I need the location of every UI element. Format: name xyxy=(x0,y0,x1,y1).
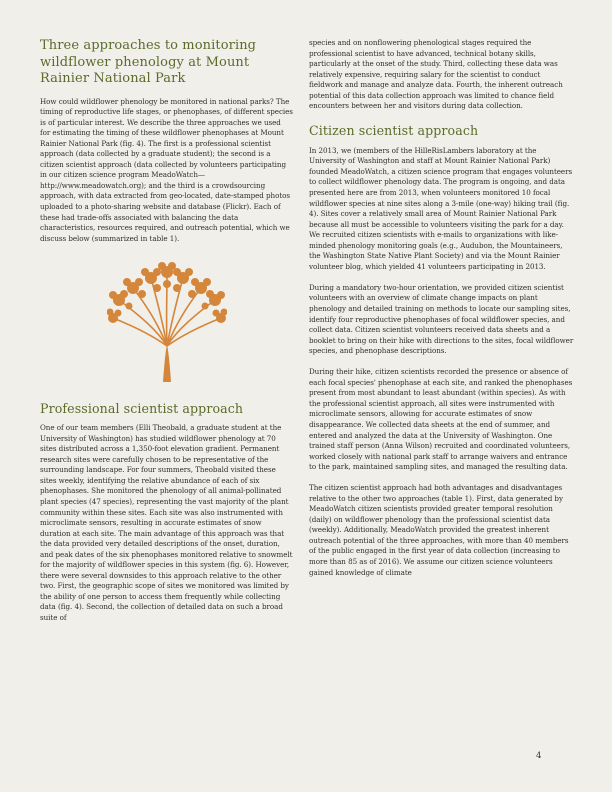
professional-approach-continuation: species and on nonflowering phenological stages required the professional scientist to have advanced, technical botany skills, particularly at the onset of the study. Third, collecting these data was relatively expensive, requiring salary for the scientist to conduct fieldwork and manage and analyze data. Fourth, the inherent outreach potential of this data collection approach was limited to chance field encounters between her and visitors during data collection. xyxy=(309,38,563,111)
citizen-paragraph-1: In 2013, we (members of the HilleRisLambers laboratory at the University of Washington and staff at Mount Rainier National Park) founded MeadoWatch, a citizen science program that engages volunteers to collect wildflower phenology data. The program is ongoing, and data presented here are from 2013, when volunteers monitored 10 focal wildflower species at nine sites along a 3-mile (one-way) hiking trail (fig. 4). Sites cover a relatively small area of Mount Rainier National Park because all must be accessible to volunteers visiting the park for a day. We recruited citizen scientists with e-mails to organizations with like-minded phenology monitoring goals (e.g., Audubon, the Mountaineers, the Washington State Native Plant Society) and via the Mount Rainier volunteer blog, which yielded 41 volunteers participating in 2013. xyxy=(309,145,573,271)
article-title: Three approaches to monitoring wildflower phenology at Mount Rainier National Park xyxy=(40,38,257,86)
citizen-paragraph-3: During their hike, citizen scientists recorded the presence or absence of each focal species' phenophase at each site, and ranked the phenophases present from most abundant to least abundant (within species). As with the professional scientist approach, all sites were instrumented with microclimate sensors, allowing for accurate estimates of snow disappearance. We collected data sheets at the end of summer, and entered and analyzed the data at the University of Washington. One trained staff person (Anna Wilson) recruited and coordinated volunteers, worked closely with national park staff to arrange waivers and entrance to the park, maintained sampling sites, and managed the resulting data. xyxy=(309,367,573,472)
professional-approach-heading: Professional scientist approach xyxy=(40,401,244,417)
intro-paragraph: How could wildflower phenology be monitored in national parks? The timing of reproductive life stages, or phenophases, of different species is of particular interest. We describe the three approaches we used for estimating the timing of these wildflower phenophases at Mount Rainier National Park (fig. 4). The first is a professional scientist approach (data collected by a graduate student); the second is a citizen scientist approach (data collected by volunteers participating in our citizen science program MeadoWatch—http://www.meadowatch.org); and the third is a crowdsourcing approach, with data extracted from geo-located, date-stamped photos uploaded to a photo-sharing website and database (Flickr). Each of these had trade-offs associated with balancing the data characteristics, resources required, and outreach potential, which we discuss below (summarized in table 1). xyxy=(40,96,293,243)
citizen-paragraph-4: The citizen scientist approach had both advantages and disadvantages relative to the other two approaches (table 1). First, data generated by MeadoWatch citizen scientists provided greater temporal resolution (daily) on wildflower phenology than the professional scientist data (weekly). Additionally, MeadoWatch provided the greatest inherent outreach potential of the three approaches, with more than 40 members of the public engaged in the first year of data collection (increasing to more than 85 as of 2016). We assume our citizen science volunteers gained knowledge of climate xyxy=(309,483,569,577)
citizen-paragraph-2: During a mandatory two-hour orientation, we provided citizen scientist volunteers with an overview of climate change impacts on plant phenology and detailed training on methods to locate our sampling sites, identify four reproductive phenophases of focal wildflower species, and collect data. Citizen scientist volunteers received data sheets and a booklet to bring on their hike with directions to the sites, focal wildflower species, and phenophase descriptions. xyxy=(309,282,574,356)
professional-approach-paragraph: One of our team members (Elli Theobald, a graduate student at the University of Washington) has studied wildflower phenology at 70 sites distributed across a 1,350-foot elevation gradient. Permanent research sites were carefully chosen to be representative of the surrounding landscape. For four summers, Theobald visited these sites weekly, identifying the relative abundance of each of six phenophases. She monitored the phenology of all animal-pollinated plant species (47 species), representing the vast majority of the plant community within these sites. Each site was also instrumented with microclimate sensors, resulting in accurate estimates of snow duration at each site. The main advantage of this approach was that the data provided very detailed descriptions of the onset, duration, and peak dates of the six phenophases monitored relative to snowmelt for the majority of wildflower species in this system (fig. 6). However, there were several downsides to this approach relative to the other two. First, the geographic scope of sites we monitored was limited by the ability of one person to access them frequently while collecting data (fig. 4). Second, the collection of detailed data on such a broad suite of xyxy=(40,423,293,622)
citizen-approach-heading: Citizen scientist approach xyxy=(309,122,479,138)
illustration-container xyxy=(40,260,293,384)
left-column xyxy=(40,38,293,624)
right-column xyxy=(309,38,574,578)
page-number: 4 xyxy=(536,751,542,761)
umbel-flower-illustration-icon xyxy=(107,260,227,384)
